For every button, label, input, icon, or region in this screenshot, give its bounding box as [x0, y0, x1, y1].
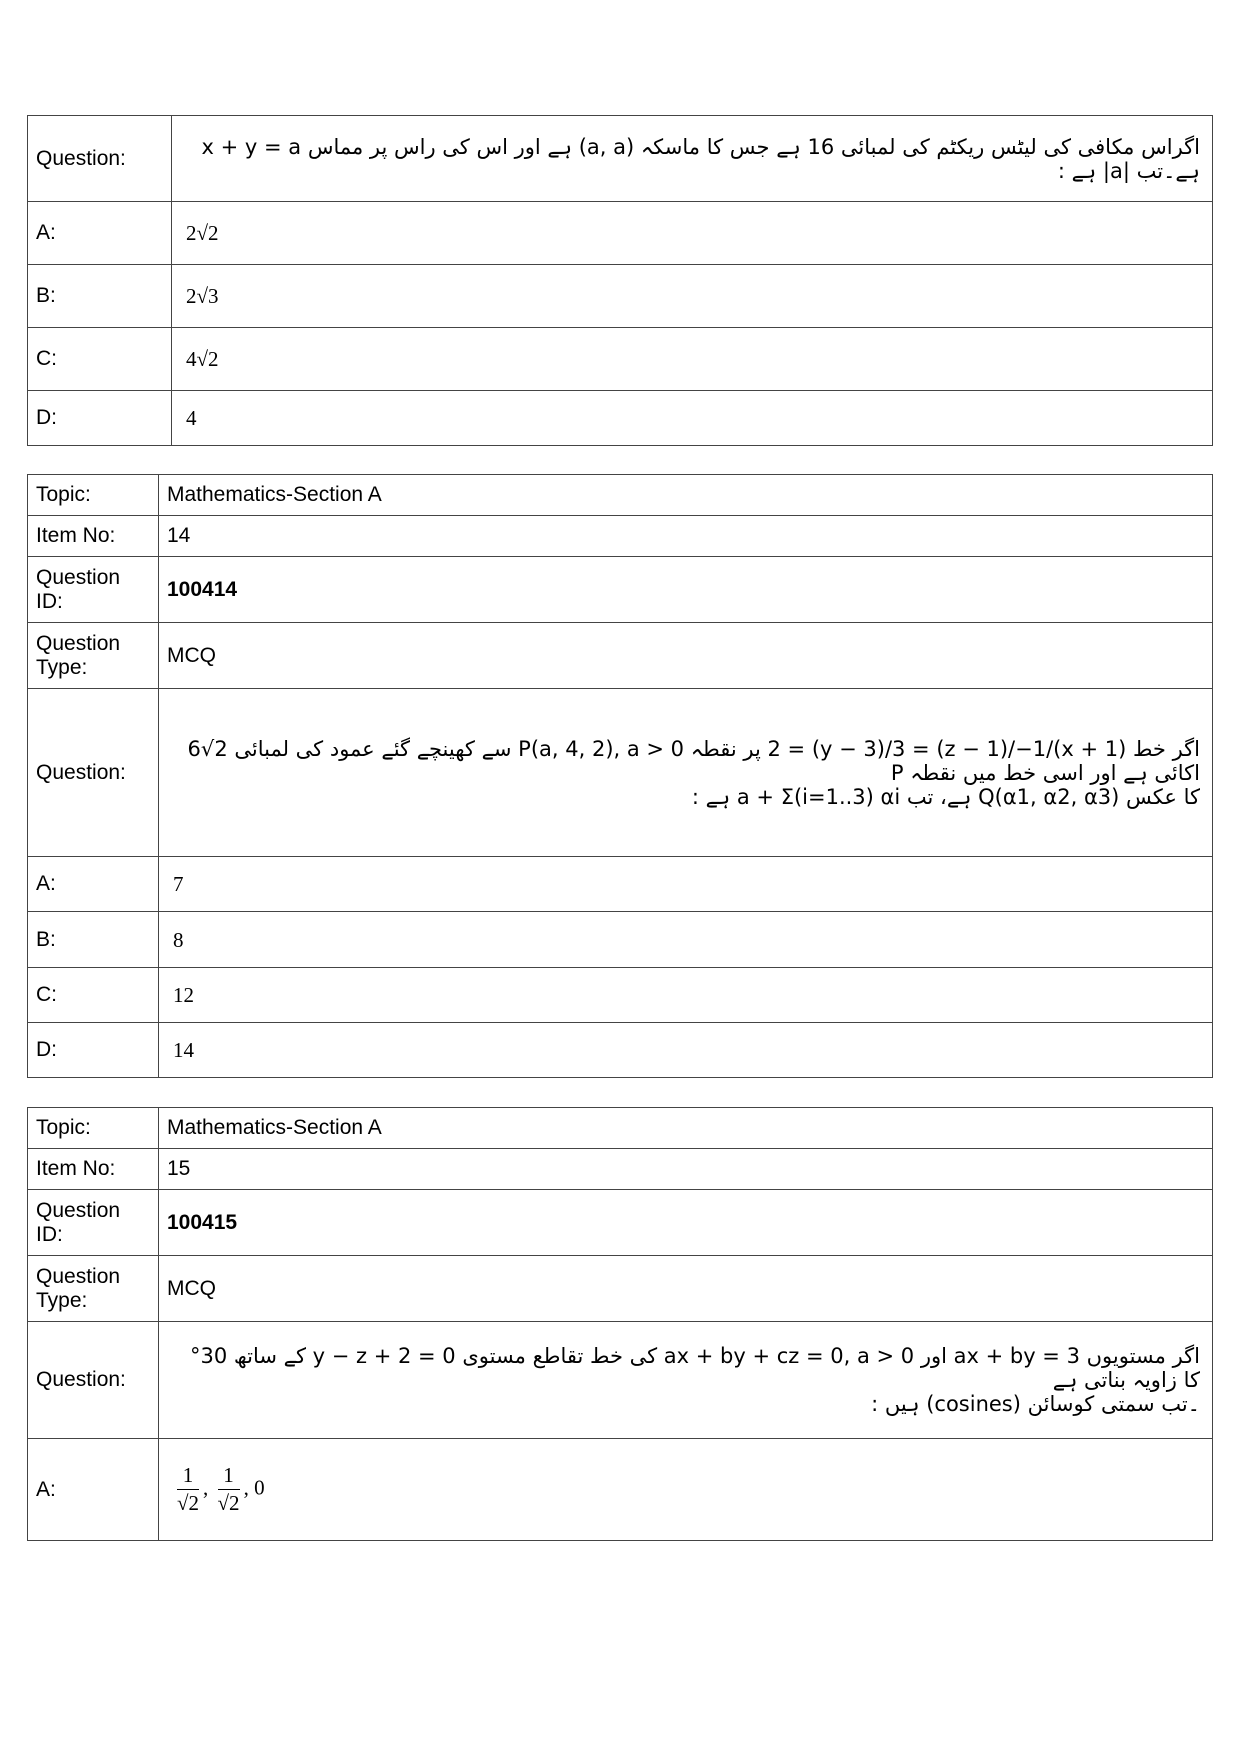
option-a-label: A:	[28, 857, 159, 912]
question-id-value: 100415	[159, 1190, 1213, 1256]
option-d-label: D:	[28, 1023, 159, 1078]
fraction-2-denominator: √2	[217, 1491, 240, 1515]
fraction-1	[177, 1465, 199, 1514]
question-label: Question:	[28, 689, 159, 857]
topic-label: Topic:	[28, 475, 159, 516]
option-d-value: 4	[172, 391, 1213, 446]
item-no-value: 14	[159, 516, 1213, 557]
question-type-value: MCQ	[159, 1256, 1213, 1322]
question-id-value: 100414	[159, 557, 1213, 623]
option-a-label: A:	[28, 202, 172, 265]
topic-value: Mathematics-Section A	[159, 475, 1213, 516]
option-b-value: 2√3	[172, 265, 1213, 328]
question-id-label: Question ID:	[28, 1190, 159, 1256]
option-c-label: C:	[28, 328, 172, 391]
fraction-1-denominator: √2	[177, 1491, 200, 1515]
question-line-1: اگر خط (x + 1)/2 = (y − 3)/3 = (z − 1)/−1 پر نقطہ P(a, 4, 2), a > 0 سے کھینچے گئے عمود کی لمبائی 2√6 اکائی ہے اور اسی خط میں نقطہ P	[187, 736, 1200, 785]
option-a-value: 7	[159, 857, 1213, 912]
fraction-2-numerator: 1	[218, 1465, 240, 1490]
question-type-label: Question Type:	[28, 623, 159, 689]
question-text: اگراس مکافی کی لیٹس ریکٹم کی لمبائی 16 ہے جس کا ماسکہ (a, a) ہے اور اس کی راس پر مماس x + y = a ہے۔تب |a| ہے :	[172, 116, 1213, 202]
question-line-1: اگر مستویوں ax + by = 3 اور ax + by + cz = 0, a > 0 کی خط تقاطع مستوی y − z + 2 = 0 کے ساتھ 30° کا زاویہ بناتی ہے	[189, 1344, 1200, 1392]
option-a-value	[159, 1439, 1213, 1541]
option-d-label: D:	[28, 391, 172, 446]
question-id-label: Question ID:	[28, 557, 159, 623]
question-13-table	[27, 115, 1213, 446]
question-label: Question:	[28, 1322, 159, 1439]
item-no-label: Item No:	[28, 1149, 159, 1190]
question-type-label: Question Type:	[28, 1256, 159, 1322]
question-label: Question:	[28, 116, 172, 202]
item-no-value: 15	[159, 1149, 1213, 1190]
question-line-2: ۔تب سمتی کوسائن (cosines) ہیں :	[871, 1392, 1200, 1416]
topic-label: Topic:	[28, 1108, 159, 1149]
item-no-label: Item No:	[28, 516, 159, 557]
option-c-label: C:	[28, 968, 159, 1023]
question-14-table	[27, 474, 1213, 1078]
option-c-value: 4√2	[172, 328, 1213, 391]
option-b-label: B:	[28, 265, 172, 328]
question-line-2: کا عکس Q(α1, α2, α3) ہے، تب a + Σ(i=1..3) αi ہے :	[691, 784, 1200, 809]
topic-value: Mathematics-Section A	[159, 1108, 1213, 1149]
option-b-value: 8	[159, 912, 1213, 968]
fraction-1-numerator: 1	[177, 1465, 199, 1490]
option-tail: , 0	[243, 1475, 265, 1500]
option-b-label: B:	[28, 912, 159, 968]
separator: ,	[203, 1475, 209, 1500]
question-text	[159, 689, 1213, 857]
question-text	[159, 1322, 1213, 1439]
fraction-2	[218, 1465, 240, 1514]
question-type-value: MCQ	[159, 623, 1213, 689]
question-15-table	[27, 1107, 1213, 1541]
option-a-label: A:	[28, 1439, 159, 1541]
option-a-value: 2√2	[172, 202, 1213, 265]
option-d-value: 14	[159, 1023, 1213, 1078]
option-c-value: 12	[159, 968, 1213, 1023]
